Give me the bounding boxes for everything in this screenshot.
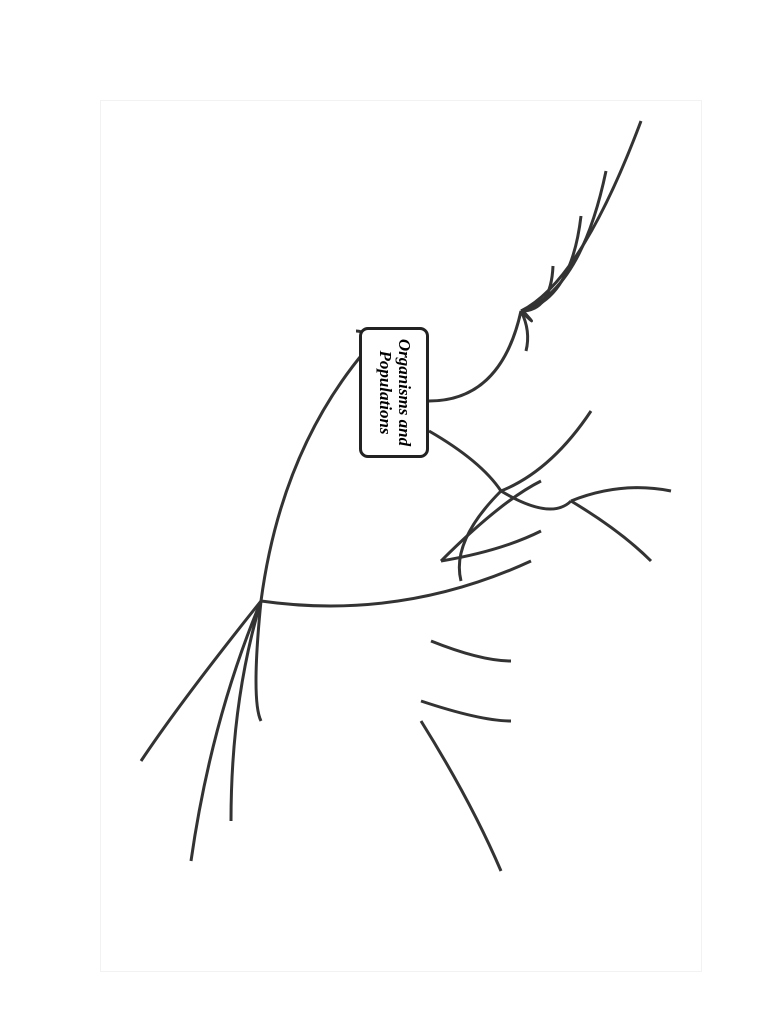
branch-exponential <box>571 501 651 561</box>
diagram-canvas <box>100 100 702 972</box>
attr-line-2 <box>521 171 606 311</box>
central-title <box>359 327 429 458</box>
branch-kangaroo <box>421 721 501 871</box>
branch-pop-growth <box>429 431 501 491</box>
branch-logistic <box>571 488 671 501</box>
branch-pop-attributes <box>429 311 521 401</box>
branch-environment <box>261 351 365 601</box>
connector-lines <box>101 101 701 971</box>
central-title-text: Organisms and Populations <box>376 338 414 447</box>
branch-plants <box>421 701 511 721</box>
branch-mammals <box>431 641 511 661</box>
mind-map <box>101 101 701 971</box>
branch-adaptations <box>261 561 531 606</box>
branch-density-eqn <box>501 411 591 491</box>
